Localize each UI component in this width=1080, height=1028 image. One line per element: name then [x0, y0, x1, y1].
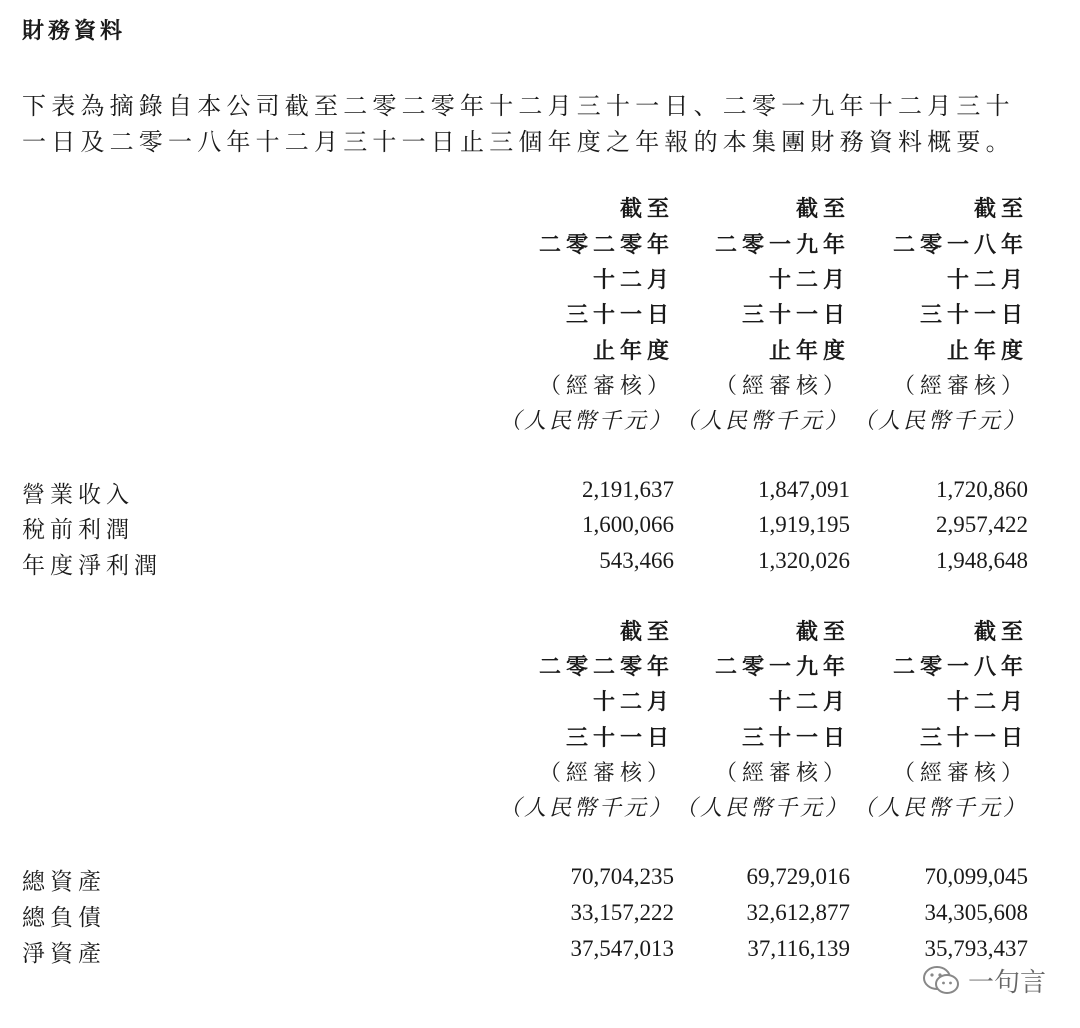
- row-value: 543,466: [599, 548, 674, 573]
- income-col3-day: 三十一日: [919, 302, 1028, 328]
- balance-col3-unit: （人民幣千元）: [852, 796, 1028, 821]
- watermark-text: 一句言: [967, 968, 1046, 998]
- row-value: 35,793,437: [924, 936, 1028, 961]
- row-value: 70,099,045: [924, 864, 1028, 889]
- balance-col1-day: 三十一日: [565, 725, 674, 751]
- income-col2-unit: （人民幣千元）: [674, 409, 850, 434]
- income-col1-unit: （人民幣千元）: [498, 409, 674, 434]
- intro-line-2: 一日及二零一八年十二月三十一日止三個年度之年報的本集團財務資料概要。: [22, 128, 1015, 156]
- balance-col2-unit: （人民幣千元）: [674, 796, 850, 821]
- income-col1-year: 二零二零年: [538, 232, 674, 258]
- row-label: 稅前利潤: [22, 517, 134, 543]
- balance-col3-day: 三十一日: [919, 725, 1028, 751]
- row-label: 淨資產: [22, 941, 106, 967]
- row-value: 33,157,222: [570, 900, 674, 925]
- row-value: 2,191,637: [582, 477, 674, 502]
- income-col3-year: 二零一八年: [892, 232, 1028, 258]
- intro-line-1: 下表為摘錄自本公司截至二零二零年十二月三十一日、二零一九年十二月三十: [22, 92, 1015, 120]
- balance-col2-day: 三十一日: [741, 725, 850, 751]
- income-col3-month: 十二月: [946, 267, 1028, 293]
- row-value: 34,305,608: [924, 900, 1028, 925]
- income-col2-as-at: 截至: [795, 196, 850, 222]
- row-label: 總負債: [22, 905, 106, 931]
- income-col1-as-at: 截至: [619, 196, 674, 222]
- income-col2-period: 止年度: [768, 338, 850, 364]
- row-label: 總資產: [22, 869, 106, 895]
- income-col2-audit: （經審核）: [714, 374, 850, 399]
- row-label: 年度淨利潤: [22, 553, 162, 579]
- row-value: 1,919,195: [758, 512, 850, 537]
- income-col2-day: 三十一日: [741, 302, 850, 328]
- income-col2-year: 二零一九年: [714, 232, 850, 258]
- row-value: 1,320,026: [758, 548, 850, 573]
- section-title: 財務資料: [22, 18, 127, 44]
- income-col3-period: 止年度: [946, 338, 1028, 364]
- income-col1-audit: （經審核）: [538, 374, 674, 399]
- balance-col3-as-at: 截至: [973, 619, 1028, 645]
- income-col3-audit: （經審核）: [892, 374, 1028, 399]
- row-value: 2,957,422: [936, 512, 1028, 537]
- watermark: [922, 962, 1046, 999]
- row-value: 37,116,139: [747, 936, 850, 961]
- balance-col2-year: 二零一九年: [714, 654, 850, 680]
- row-value: 1,720,860: [936, 477, 1028, 502]
- row-value: 69,729,016: [746, 864, 850, 889]
- balance-col1-audit: （經審核）: [538, 761, 674, 786]
- row-value: 1,600,066: [582, 512, 674, 537]
- row-value: 37,547,013: [570, 936, 674, 961]
- balance-col3-year: 二零一八年: [892, 654, 1028, 680]
- balance-col3-month: 十二月: [946, 689, 1028, 715]
- balance-col1-as-at: 截至: [619, 619, 674, 645]
- balance-col2-as-at: 截至: [795, 619, 850, 645]
- row-value: 1,847,091: [758, 477, 850, 502]
- balance-col1-year: 二零二零年: [538, 654, 674, 680]
- row-value: 32,612,877: [746, 900, 850, 925]
- income-col1-month: 十二月: [592, 267, 674, 293]
- income-col3-as-at: 截至: [973, 196, 1028, 222]
- row-value: 70,704,235: [570, 864, 674, 889]
- balance-col3-audit: （經審核）: [892, 761, 1028, 786]
- wechat-icon: [922, 964, 962, 998]
- row-value: 1,948,648: [936, 548, 1028, 573]
- income-col3-unit: （人民幣千元）: [852, 409, 1028, 434]
- income-col2-month: 十二月: [768, 267, 850, 293]
- balance-col1-month: 十二月: [592, 689, 674, 715]
- balance-col1-unit: （人民幣千元）: [498, 796, 674, 821]
- income-col1-day: 三十一日: [565, 302, 674, 328]
- balance-col2-month: 十二月: [768, 689, 850, 715]
- row-label: 營業收入: [22, 482, 134, 508]
- balance-col2-audit: （經審核）: [714, 761, 850, 786]
- income-col1-period: 止年度: [592, 338, 674, 364]
